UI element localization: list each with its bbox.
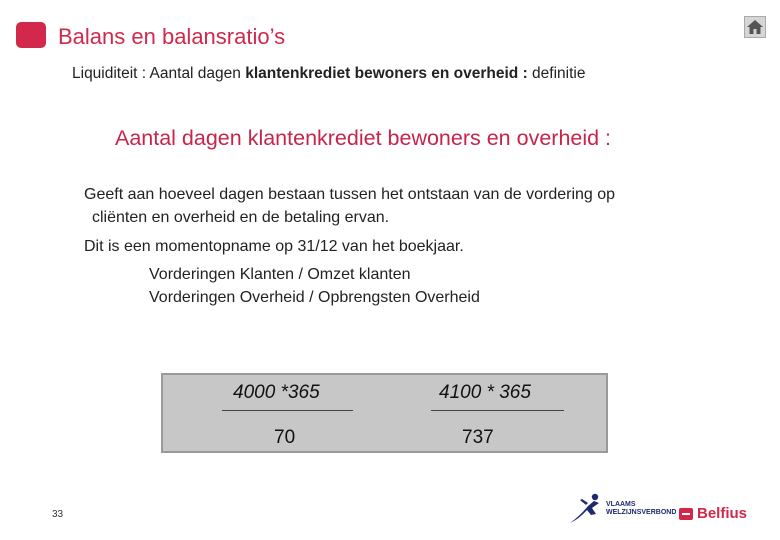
home-icon bbox=[745, 17, 765, 37]
formula-overheid: Vorderingen Overheid / Opbrengsten Overheid bbox=[149, 289, 480, 306]
numerator-klanten: 4000 *365 bbox=[233, 382, 320, 403]
subtitle-bold: klantenkrediet bewoners en overheid : bbox=[245, 65, 528, 82]
section-heading: Aantal dagen klantenkrediet bewoners en overheid : bbox=[115, 126, 612, 150]
calculation-box bbox=[161, 373, 608, 453]
numerator-overheid: 4100 * 365 bbox=[439, 382, 531, 403]
formula-klanten: Vorderingen Klanten / Omzet klanten bbox=[149, 266, 411, 283]
vvsg-logo-line-1: VLAAMS bbox=[606, 501, 636, 508]
belfius-logo bbox=[679, 505, 747, 522]
slide-subtitle bbox=[72, 65, 585, 83]
body-line-2: cliënten en overheid en de betaling ervan. bbox=[92, 209, 390, 226]
title-accent-block bbox=[16, 22, 46, 48]
belfius-mark-icon bbox=[679, 508, 693, 520]
body-line-3: Dit is een momentopname op 31/12 van het boekjaar. bbox=[84, 238, 464, 255]
subtitle-suffix: definitie bbox=[527, 65, 586, 82]
fraction-line-klanten bbox=[222, 410, 353, 411]
subtitle-prefix: Liquiditeit : Aantal dagen bbox=[72, 65, 246, 82]
slide-title: Balans en balansratio’s bbox=[58, 24, 286, 49]
vvsg-figure-icon bbox=[566, 492, 604, 526]
page-number: 33 bbox=[52, 509, 64, 520]
vvsg-logo bbox=[566, 492, 676, 526]
vvsg-logo-text bbox=[606, 501, 676, 517]
home-button[interactable] bbox=[744, 16, 766, 38]
denominator-klanten: 70 bbox=[274, 427, 296, 448]
fraction-line-overheid bbox=[431, 410, 564, 411]
body-line-1: Geeft aan hoeveel dagen bestaan tussen het ontstaan van de vordering op bbox=[84, 186, 616, 203]
belfius-logo-text: Belfius bbox=[697, 505, 748, 522]
vvsg-logo-line-2: WELZIJNSVERBOND bbox=[606, 509, 677, 516]
denominator-overheid: 737 bbox=[462, 427, 494, 448]
